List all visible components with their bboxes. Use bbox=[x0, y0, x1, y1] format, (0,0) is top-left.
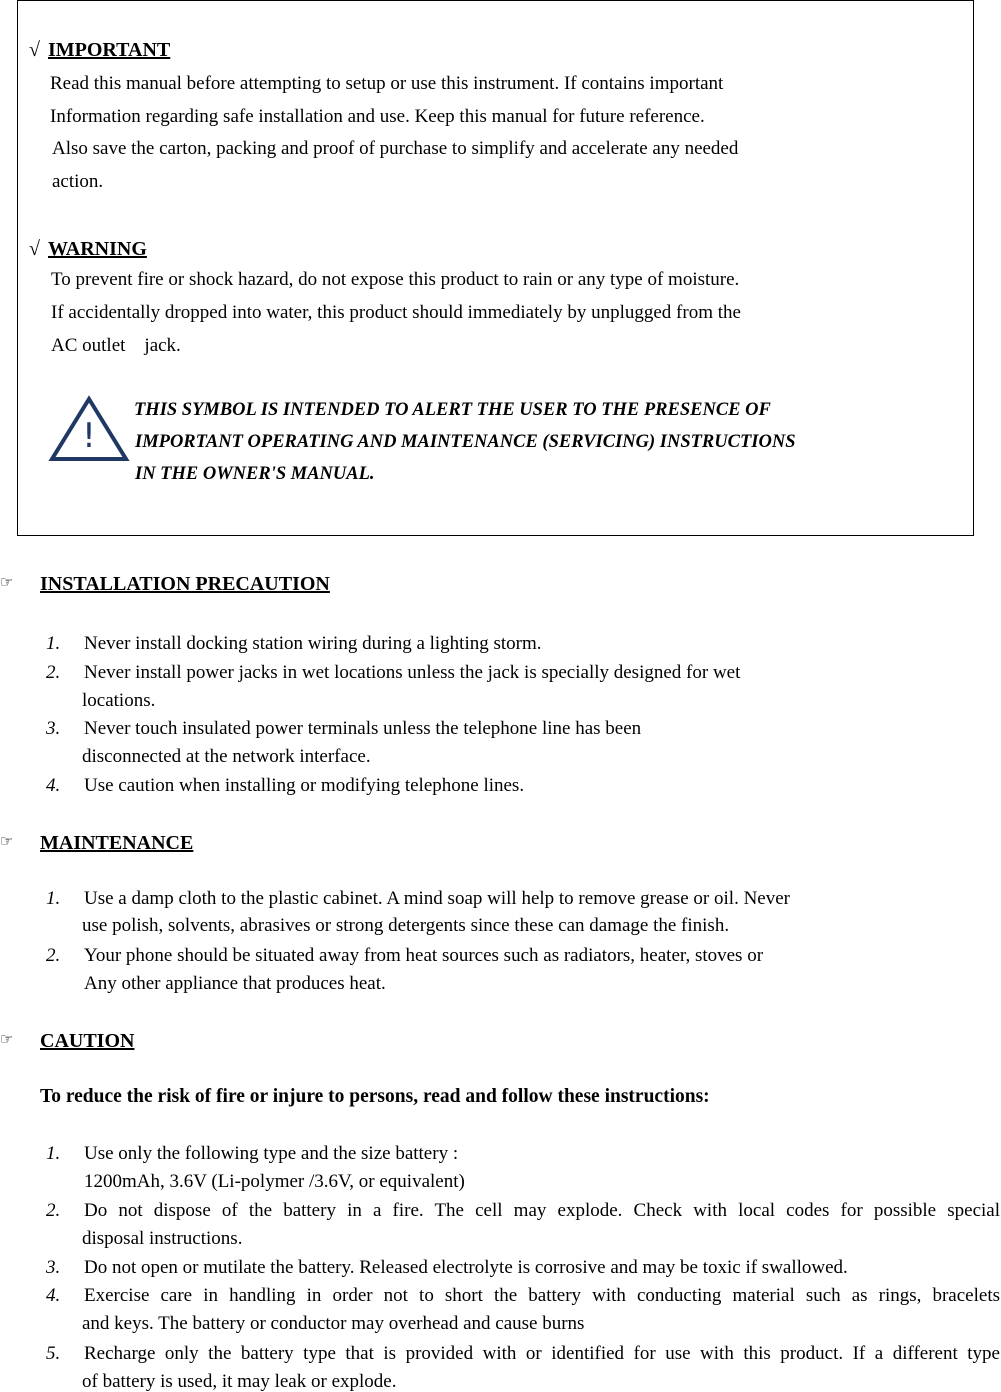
important-line-3: Also save the carton, packing and proof of purchase to simplify and accelerate any needed bbox=[52, 138, 739, 159]
warning-line-3: AC outlet jack. bbox=[51, 335, 181, 356]
alert-line-2: IMPORTANT OPERATING AND MAINTENANCE (SERVICING) INSTRUCTIONS bbox=[135, 432, 796, 452]
maintenance-heading: MAINTENANCE bbox=[40, 832, 194, 854]
caution-item-1-line-2: 1200mAh, 3.6V (Li-polymer /3.6V, or equivalent) bbox=[84, 1171, 465, 1192]
pointing-hand-icon: ☞ bbox=[0, 573, 14, 591]
installation-item-4-line-1: Use caution when installing or modifying telephone lines. bbox=[84, 775, 525, 796]
important-heading: IMPORTANT bbox=[48, 39, 171, 61]
warning-line-2: If accidentally dropped into water, this product should immediately by unplugged from the bbox=[51, 302, 741, 323]
caution-item-2-line-1: Do not dispose of the battery in a fire. The cell may explode. Check with local codes for possible special bbox=[84, 1200, 1000, 1221]
warning-check-mark: √ bbox=[29, 238, 40, 260]
caution-item-3-number: 3. bbox=[46, 1257, 61, 1278]
installation-item-4-number: 4. bbox=[46, 775, 61, 796]
warning-line-1: To prevent fire or shock hazard, do not expose this product to rain or any type of moisture. bbox=[51, 269, 740, 290]
warning-triangle-icon bbox=[48, 395, 130, 465]
caution-item-4-line-2: and keys. The battery or conductor may overhead and cause burns bbox=[82, 1313, 585, 1334]
maintenance-item-2-line-1: Your phone should be situated away from heat sources such as radiators, heater, stoves or bbox=[84, 945, 764, 966]
alert-line-3: IN THE OWNER'S MANUAL. bbox=[135, 464, 375, 484]
warning-triangle-symbol: ! bbox=[82, 416, 96, 456]
caution-heading: CAUTION bbox=[40, 1030, 135, 1052]
important-check-mark: √ bbox=[29, 39, 40, 61]
installation-item-3-line-2: disconnected at the network interface. bbox=[82, 746, 371, 767]
important-line-2: Information regarding safe installation and use. Keep this manual for future reference. bbox=[50, 106, 705, 127]
important-line-1: Read this manual before attempting to setup or use this instrument. If contains important bbox=[50, 73, 724, 94]
caution-item-4-number: 4. bbox=[46, 1285, 61, 1306]
installation-item-2-number: 2. bbox=[46, 662, 61, 683]
installation-item-2-line-1: Never install power jacks in wet locations unless the jack is specially designed for wet bbox=[84, 662, 741, 683]
installation-item-1-line-1: Never install docking station wiring during a lighting storm. bbox=[84, 633, 542, 654]
caution-item-1-number: 1. bbox=[46, 1143, 61, 1164]
warning-heading: WARNING bbox=[48, 238, 147, 260]
maintenance-item-2-line-2: Any other appliance that produces heat. bbox=[84, 973, 386, 994]
caution-item-2-number: 2. bbox=[46, 1200, 61, 1221]
installation-item-1-number: 1. bbox=[46, 633, 61, 654]
alert-line-1: THIS SYMBOL IS INTENDED TO ALERT THE USER TO THE PRESENCE OF bbox=[134, 400, 771, 420]
maintenance-item-1-line-1: Use a damp cloth to the plastic cabinet. A mind soap will help to remove grease or oil. Never bbox=[84, 888, 790, 909]
maintenance-item-1-number: 1. bbox=[46, 888, 61, 909]
caution-item-2-line-2: disposal instructions. bbox=[82, 1228, 243, 1249]
installation-item-3-number: 3. bbox=[46, 718, 61, 739]
maintenance-item-2-number: 2. bbox=[46, 945, 61, 966]
installation-heading: INSTALLATION PRECAUTION bbox=[40, 573, 330, 595]
caution-item-3-line-1: Do not open or mutilate the battery. Released electrolyte is corrosive and may be toxic if swallowed. bbox=[84, 1257, 848, 1278]
maintenance-item-1-line-2: use polish, solvents, abrasives or strong detergents since these can damage the finish. bbox=[82, 915, 730, 936]
caution-item-5-number: 5. bbox=[46, 1343, 61, 1364]
installation-item-2-line-2: locations. bbox=[82, 690, 156, 711]
caution-item-5-line-1: Recharge only the battery type that is provided with or identified for use with this product. If a different type bbox=[84, 1343, 1000, 1364]
important-line-4: action. bbox=[52, 171, 104, 192]
pointing-hand-icon: ☞ bbox=[0, 832, 14, 850]
caution-item-1-line-1: Use only the following type and the size battery : bbox=[84, 1143, 459, 1164]
installation-item-3-line-1: Never touch insulated power terminals unless the telephone line has been bbox=[84, 718, 642, 739]
caution-item-4-line-1: Exercise care in handling in order not to short the battery with conducting material such as rings, bracelets bbox=[84, 1285, 1000, 1306]
pointing-hand-icon: ☞ bbox=[0, 1030, 14, 1048]
caution-intro: To reduce the risk of fire or injure to persons, read and follow these instructions: bbox=[40, 1086, 710, 1107]
caution-item-5-line-2: of battery is used, it may leak or explode. bbox=[82, 1371, 397, 1392]
